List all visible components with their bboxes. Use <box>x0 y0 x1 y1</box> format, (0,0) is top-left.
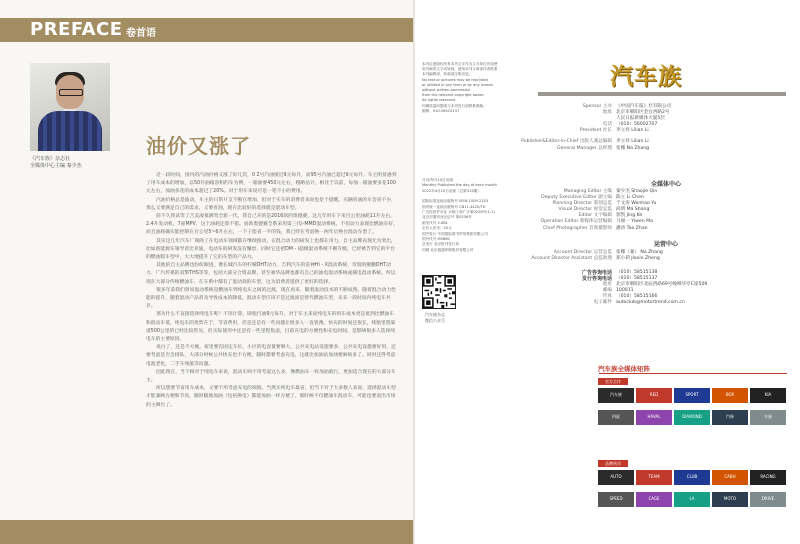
sponsor-grid <box>598 378 786 512</box>
pubinfo-line: 国际标准连续出版物号 ISSN 1009-2153 <box>422 199 489 204</box>
ops-row-key: Account Director 运营总监 <box>553 250 612 255</box>
ops-label: 运营中心 <box>654 241 679 248</box>
staff-row-value: 潘涛 Tao Zhan <box>616 225 648 231</box>
pubinfo-line: 广告经营许可证 京朝工商广字第0226号(1-1) <box>422 210 495 215</box>
staff-row-key: Managing Editor 主编 <box>563 189 612 194</box>
pubinfo-line: 定价人民币：20元 <box>422 226 452 231</box>
staff-row-key: Operation Editor 新媒体运营编辑 <box>540 219 612 225</box>
ops-row-value: 郑小莉 Jiaxin Zheng <box>616 256 660 262</box>
staff-row-value: 于文涛 Wenhao Yu <box>616 201 657 207</box>
staff-row-value: 马丽一 Yiwen Ma <box>616 219 653 225</box>
masthead-row-key: 电话 <box>602 122 612 128</box>
preface-title: PREFACE <box>30 19 123 40</box>
staff-row-key: Editor 文字编辑 <box>578 213 612 219</box>
masthead-row-key: Sponsor 主办 <box>582 104 612 109</box>
article-body <box>146 172 398 410</box>
staff-row-key: Chief Photographer 首席摄影师 <box>543 225 612 231</box>
photo-caption <box>30 156 82 170</box>
logo-rule <box>538 92 786 96</box>
ops-list <box>520 250 663 262</box>
copyright-line: No text or pictures may be reprinted <box>422 77 488 82</box>
copyright-line: 用刊载的文字或转载，使用本刊文章请作者联系 <box>422 67 498 72</box>
pubinfo-line: 总发行 北京报刊发行局 <box>422 242 460 247</box>
sponsor-rule <box>599 373 787 374</box>
staff-row-key: Planning Director 策划总监 <box>552 201 612 207</box>
masthead-row-value: 人民日报新媒体大厦5层 <box>616 116 665 122</box>
contact-row-value: （010）58515166 <box>616 294 658 300</box>
masthead-row-value: 李立祥 Lilian Li <box>616 128 649 134</box>
contact-row-key: 广告咨询电话 <box>581 270 612 276</box>
copyright-line: or utilized in any form or by any means <box>422 82 493 87</box>
sponsor-logo[interactable]: DIAMOND <box>674 410 710 425</box>
sponsor-logo[interactable]: LA <box>674 492 710 507</box>
copyright-line: 本刊注意版权所有本刊文字作为主办单位有权使 <box>422 62 498 66</box>
article-paragraph: 其他的自主品牌也纷纷跟进，像长城汽车的柠檬DHT动力、吉利汽车的雷神Hi - X混动系统、奇瑞的鲲鹏DHT动力、广汽传祺的双擎THS等等，包括大部分合资品牌，甚至豪华品牌也都有自己的油电混动系统或插电混动系统。所以现在大部分传统燃油车，在车系中都有了混动款的车型，这为消费者提供了更好的选择。 <box>146 263 396 285</box>
staff-row-value: 尚明 Ma Shang <box>616 207 650 213</box>
masthead-row-value: 《中国汽车报》社有限公司 <box>616 104 672 109</box>
copyright-line: from the relevant copyright owner. <box>422 93 485 98</box>
sponsor-logo[interactable]: RACING <box>750 470 786 485</box>
pubinfo-line: 印刷 北京盛通印刷股份有限公司 <box>422 247 474 252</box>
article-paragraph: 近一段时间，国内的汽油价格又涨了好几次，0 2号汽油接近9元每升，而95号汽油已超过9元每升。车主明显感到了用车成本的增加，以50升油箱容积的车为例，一箱油要450元左右，粗略估计，相比于以前，每加一箱油要多花100元左右，加油多花的成本超过了20%。对于用车来说可是一笔不小的费用。 <box>146 173 397 195</box>
pubinfo-line: 国内统一连续出版物号 CN11-4420/TH <box>422 204 486 209</box>
staff-row-value: 秦少杰 Shaojie Qin <box>616 189 658 194</box>
pubinfo-line: 月刊/每月10日出版 <box>422 178 453 182</box>
article-paragraph: 那为什么不直接选择纯电车呢？不用计算，即使汽油9元每升，对于车主来说纯电车的用车成本更是低到比燃油车和混动车低，纯电车的优势在于，节省费用，但是还是有一些问题让很多人一直犹豫，快充的时间还很长，续航里程靠谱500公里的已经比较常见，但实际使用中还是有一些里程焦虑，目前充电的方便性和充电时间，是影响很多人选择纯电车的主要原因。 <box>146 312 396 343</box>
sponsor-logo[interactable]: RED <box>636 388 672 403</box>
staff-row-value: 郭凯 Jing Ke <box>616 213 643 219</box>
ops-row <box>520 256 663 262</box>
article-paragraph: 汽油价格总是波动，车主的日常开支不断在增加，但对于买车的消费者来说也是个提醒。买辆省油的车会省不少，那么又要满足自己的需求，又要省油，现在比较好的选择就是混动车型。 <box>146 197 396 211</box>
photo-glasses <box>59 89 83 96</box>
contact-row-key: 发行咨询电话 <box>581 276 612 283</box>
masthead-row-value: 李立祥 Lilian Li <box>616 139 649 145</box>
pubinfo-line: 国外发行 中国国际图书贸易集团有限公司 <box>422 231 488 236</box>
sponsor-logo[interactable]: CABH <box>712 470 748 485</box>
sponsor-title: 汽车族全媒体矩阵 <box>598 365 650 373</box>
sponsor-logo[interactable]: DRIVE <box>750 492 786 507</box>
allmedia-label: 全媒体中心 <box>651 181 682 188</box>
bottom-bar <box>0 520 415 544</box>
sponsor-tab-partners: 品牌伙伴 <box>598 460 628 467</box>
masthead-row-key: President 社长 <box>579 128 612 134</box>
sponsor-logo[interactable]: 四驱 <box>598 410 634 425</box>
sponsor-logo[interactable]: SPORT <box>674 388 710 403</box>
sponsor-tab-official: 官方合作 <box>598 378 628 385</box>
sponsor-logo[interactable]: MOTO <box>712 492 748 507</box>
sponsor-logo[interactable]: 车族 <box>750 410 786 425</box>
sponsor-logo[interactable]: SPEED <box>598 492 634 507</box>
contact-row-key: 电子邮件 <box>593 300 612 306</box>
photo-sweater <box>38 111 102 151</box>
copyright-line: All rights reserved. <box>422 98 456 103</box>
pubinfo-line: 北京市期刊登记证号 第0236号 <box>422 215 472 220</box>
article-paragraph: 说白了，还是不方便。家里要有固定车位，小区的电容量要够大，公共充电站设施要多，公共充电设施要好用，还要考虑是否会排队，大部分时候公共快充也不方便，随时都要考虑充电，这就比加油站加油要麻烦多了。同时还得考虑电池老化，二手车残值等问题。 <box>146 345 396 367</box>
masthead-row <box>520 146 671 152</box>
preface-subtitle: 卷首语 <box>126 28 156 39</box>
sponsor-logo[interactable]: 汽车族 <box>598 388 634 403</box>
sponsor-logo[interactable]: AUTO <box>598 470 634 485</box>
staff-row <box>520 226 657 232</box>
editor-photo <box>30 63 110 151</box>
ops-row-key: Account Director Assistant 总监助理 <box>531 256 612 262</box>
qr-caption-line: 汽车族杂志 <box>425 312 445 317</box>
contact-row-key: 地址 <box>602 282 612 288</box>
pubinfo-line: 2022年4月10日出版（总第315期） <box>422 188 481 193</box>
sponsor-logo[interactable]: CLUB <box>674 470 710 485</box>
copyright-line: 本刊编辑部，转载须注明出处。 <box>422 72 473 77</box>
contact-row-value: 北京市朝阳区北辰西路69号峻峰华亭C座509 <box>616 282 708 288</box>
masthead-row-key: Publisher&Editor-in-Chief 出版人兼总编辑 <box>521 139 612 145</box>
contact-row-value: （010）58515138 <box>616 270 658 275</box>
copyright-line: without written permission <box>422 88 471 93</box>
staff-row-key: Visual Director 视觉总监 <box>558 207 612 213</box>
masthead-row-value: 北京市朝阳区金台西路2号 <box>616 110 670 116</box>
sponsor-logo[interactable]: 汽修 <box>712 410 748 425</box>
staff-row-key: Deputy Executive Editor 副主编 <box>541 195 612 201</box>
article-paragraph: 很多年前我们曾说混动系统是燃油车到纯电车之间的过渡，现在看来，随着混动技术的不断成熟，随着混合动力性能的提升，随着混动产品普及导致成本的降低，混动车型应该不是过渡而是替代燃油车型，未来一段时间内纯电车共存。 <box>146 287 396 310</box>
contact-row-value: 100011 <box>616 288 634 294</box>
ops-row-value: 张娜（兼） Na Zhang <box>616 250 663 255</box>
contact-row <box>520 300 707 306</box>
pubinfo-line: 国外代号 M5860 <box>422 237 450 242</box>
contact-row-value: autoclub@motortrend.com.cn <box>616 300 685 306</box>
copyright-line: 邮购：010-58515137 <box>422 108 460 113</box>
contact-list <box>520 270 707 307</box>
article-paragraph: 其实这几年汽车厂商除了在电动车领域都在继续推动，在混合动力的研发上也都在用力，自主品牌表现尤为突出，比如新能源车领导者比亚迪，电动车的研发没有懈怠，同时它还把DM - i超级混动系统不断升级，已经被告到它的平台的燃油版车型中，大大地提升了它的车型的产品力。 <box>146 238 396 261</box>
magazine-logo: 汽车族 <box>610 64 682 90</box>
article-headline: 油价又涨了 <box>146 134 251 158</box>
masthead-row-value: （010）56002707 <box>616 122 658 128</box>
article-paragraph: 前不久我试驾了吉美凌慕测驾全新一代，我自己开的是2016款的奥德赛，这几年用车下来百公里油耗11升左右，2.4升发动机，7座MPV，这个油耗还算不错。而新奥德赛全系采用第三代i-MMD混动系统，不但动力表现比燃油车好，而且油耗确实能控制在百公里5~6升左右，一下子能省一半的钱，我已经在考虑换一两年后换台混动车型了。 <box>146 214 398 236</box>
sponsor-logo[interactable]: BOX <box>712 388 748 403</box>
qr-caption <box>425 312 445 323</box>
article-paragraph: 因此现在，当下相对于纯电车来说，混动车则不用考虑这么多，像燃油车一样加油就行，更加适合现在的大部分车主。 <box>146 369 396 384</box>
masthead-row-key: General Manager 总经理 <box>557 145 612 151</box>
sponsor-logo[interactable]: TEAM <box>636 470 672 485</box>
qr-caption-line: 微信公众号 <box>425 317 445 323</box>
qr-code[interactable] <box>422 275 456 309</box>
article-paragraph: 所以想要节省用车成本，又要不用考虑充电的烦恼，当然买纯电车最省，但当下对于大多数人来说，选择混动车型才能兼顾方便和节省，随时随地加油（包括换电）都能加油一样方便了，那时候不仅燃油车混动车，可能也要退出市场的主舞台了。 <box>146 386 396 408</box>
caption-line: 全媒体中心主编 秦少杰 <box>30 163 82 169</box>
publication-info <box>422 178 517 253</box>
contact-row-key: 传真 <box>602 294 612 300</box>
caption-line: 《汽车族》杂志社 <box>30 156 71 162</box>
sponsor-logo[interactable]: HAVAL <box>636 410 672 425</box>
sponsor-logo[interactable]: CAGE <box>636 492 672 507</box>
masthead-row-key: 地址 <box>602 110 612 116</box>
masthead-list <box>520 104 671 152</box>
pubinfo-line: Monthly Published the day of each month <box>422 183 497 188</box>
contact-row-value: （010）58515137 <box>616 276 658 282</box>
copyright-line: 印刷质量问题请与本刊发行部联系调换。 <box>422 103 487 108</box>
staff-row-value: 陈立 Li Chen <box>616 195 644 201</box>
sponsor-logo[interactable]: KIA <box>750 388 786 403</box>
copyright-notice <box>422 62 510 114</box>
contact-row-key: 邮编 <box>602 288 612 294</box>
allmedia-list <box>520 189 657 232</box>
masthead-row-value: 张娜 Na Zhang <box>616 145 650 151</box>
pubinfo-line: 邮发代号 2-681 <box>422 220 448 225</box>
